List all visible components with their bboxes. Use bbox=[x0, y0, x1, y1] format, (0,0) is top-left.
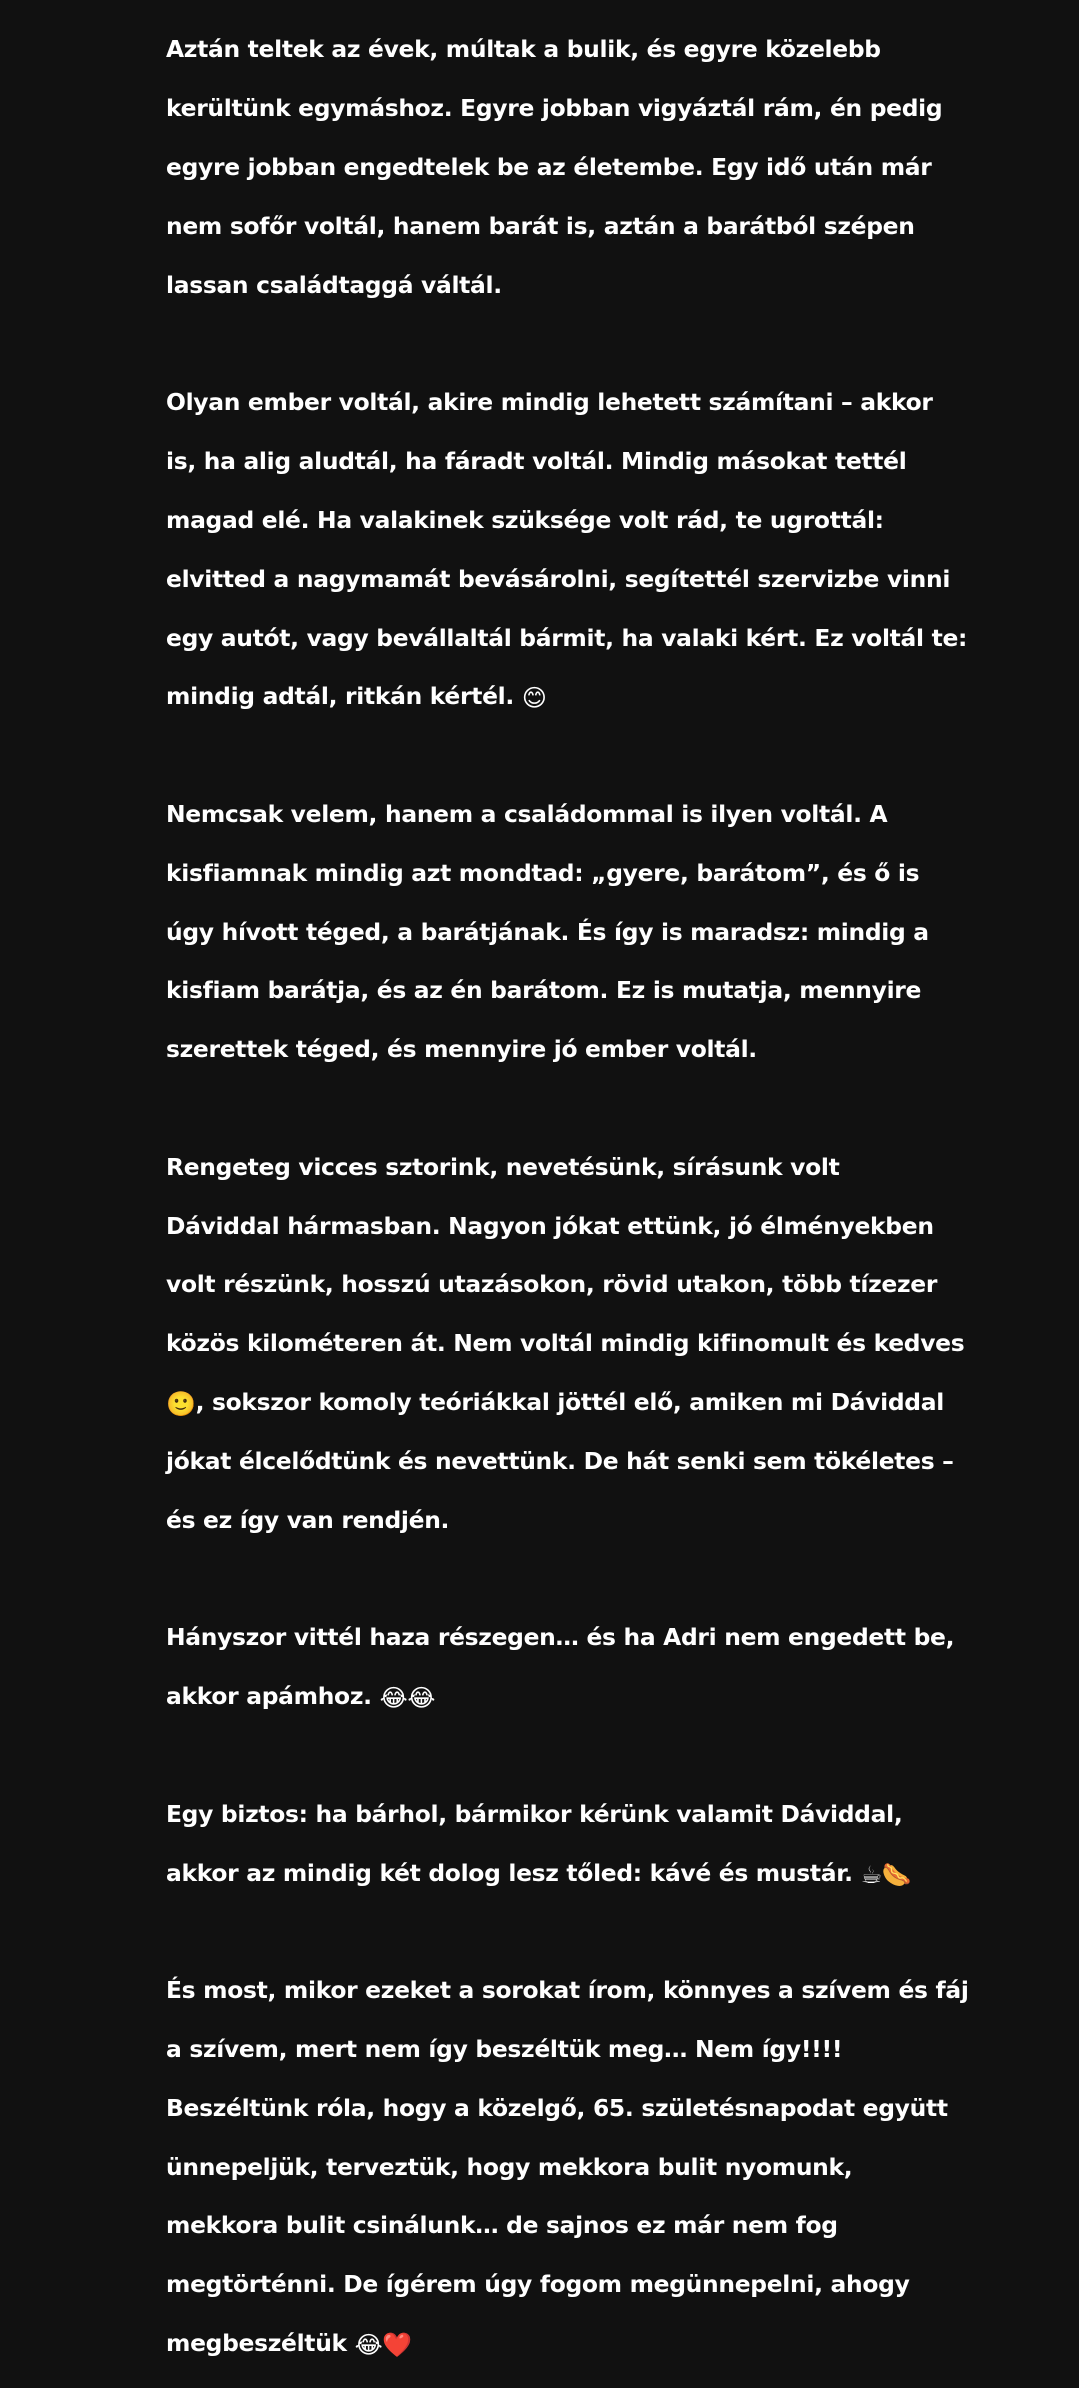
paragraph-5 bbox=[166, 1594, 955, 1741]
text-line: Dáviddal hármasban. Nagyon jókat ettünk, jó élményekben bbox=[166, 1211, 934, 1240]
text-line-content: akkor az mindig két dolog lesz tőled: kávé és mustár. bbox=[166, 1858, 853, 1887]
text-line bbox=[166, 1388, 944, 1419]
paragraph-2 bbox=[166, 359, 968, 741]
text-line: Olyan ember voltál, akire mindig lehetett számítani – akkor bbox=[166, 388, 933, 417]
paragraph-3 bbox=[166, 771, 936, 1094]
text-line: úgy hívott téged, a barátjának. És így is maradsz: mindig a bbox=[166, 917, 929, 946]
text-line: Hányszor vittél haza részegen… és ha Adri nem engedett be, bbox=[166, 1623, 955, 1652]
text-line: mekkora bulit csinálunk… de sajnos ez már nem fog bbox=[166, 2211, 838, 2240]
text-line-content: mindig adtál, ritkán kértél. bbox=[166, 682, 514, 711]
text-line: nem sofőr voltál, hanem barát is, aztán a barátból szépen bbox=[166, 211, 915, 240]
text-line: kisfiam barátja, és az én barátom. Ez is mutatja, mennyire bbox=[166, 976, 922, 1005]
text-line: Egy biztos: ha bárhol, bármikor kérünk valamit Dáviddal, bbox=[166, 1799, 903, 1828]
smiling-face-emoji-icon: 😊 bbox=[521, 684, 547, 713]
text-line: Rengeteg vicces sztorink, nevetésünk, sírásunk volt bbox=[166, 1152, 840, 1181]
text-line: egyre jobban engedtelek be az életembe. Egy idő után már bbox=[166, 153, 932, 182]
paragraph-7 bbox=[166, 1947, 969, 2388]
text-line-content: megbeszéltük bbox=[166, 2329, 347, 2357]
tears-of-joy-heart-emoji-icon: 😂❤️ bbox=[354, 2331, 412, 2359]
text-line: Aztán teltek az évek, múltak a bulik, és egyre közelebb bbox=[166, 35, 881, 64]
tears-of-joy-emoji-icon: 😂😂 bbox=[379, 1684, 436, 1713]
text-line: Beszéltünk róla, hogy a közelgő, 65. születésnapodat együtt bbox=[166, 2093, 948, 2122]
text-line: megtörténni. De ígérem úgy fogom megünnepelni, ahogy bbox=[166, 2270, 910, 2299]
text-line: ünnepeljük, terveztük, hogy mekkora bulit nyomunk, bbox=[166, 2152, 853, 2181]
text-line-content: akkor apámhoz. bbox=[166, 1682, 372, 1711]
text-line-content: , sokszor komoly teóriákkal jöttél elő, amiken mi Dáviddal bbox=[195, 1388, 944, 1417]
text-line bbox=[166, 682, 936, 711]
story-text bbox=[166, 6, 969, 2388]
paragraph-4 bbox=[166, 1123, 965, 1564]
text-line: közös kilométeren át. Nem voltál mindig kifinomult és kedves bbox=[166, 1329, 965, 1358]
text-line: És most, mikor ezeket a sorokat írom, könnyes a szívem és fáj bbox=[166, 1976, 969, 2005]
text-line bbox=[166, 1682, 936, 1711]
text-line: szerettek téged, és mennyire jó ember voltál. bbox=[166, 1035, 757, 1064]
text-line: a szívem, mert nem így beszéltük meg… Nem így!!!! bbox=[166, 2034, 843, 2063]
text-line: Nemcsak velem, hanem a családommal is ilyen voltál. A bbox=[166, 799, 888, 828]
text-line bbox=[166, 1859, 936, 1888]
coffee-hotdog-emoji-icon: ☕🌭 bbox=[860, 1860, 912, 1889]
text-line: volt részünk, hosszú utazásokon, rövid utakon, több tízezer bbox=[166, 1270, 938, 1299]
paragraph-6 bbox=[166, 1770, 936, 1917]
text-line bbox=[166, 2329, 936, 2358]
text-line: lassan családtaggá váltál. bbox=[166, 270, 502, 299]
text-line: kerültünk egymáshoz. Egyre jobban vigyáztál rám, én pedig bbox=[166, 94, 943, 123]
slight-smile-emoji-icon: 🙂 bbox=[166, 1390, 196, 1419]
text-line: is, ha alig aludtál, ha fáradt voltál. Mindig másokat tettél bbox=[166, 447, 907, 476]
text-line: elvitted a nagymamát bevásárolni, segítettél szervizbe vinni bbox=[166, 564, 951, 593]
text-line: és ez így van rendjén. bbox=[166, 1505, 450, 1534]
text-line: jókat élcelődtünk és nevettünk. De hát senki sem tökéletes – bbox=[166, 1446, 954, 1475]
text-line: magad elé. Ha valakinek szüksége volt rád, te ugrottál: bbox=[166, 505, 884, 534]
paragraph-1 bbox=[166, 6, 943, 329]
text-line: egy autót, vagy bevállaltál bármit, ha valaki kért. Ez voltál te: bbox=[166, 623, 968, 652]
text-line: kisfiamnak mindig azt mondtad: „gyere, barátom”, és ő is bbox=[166, 858, 920, 887]
